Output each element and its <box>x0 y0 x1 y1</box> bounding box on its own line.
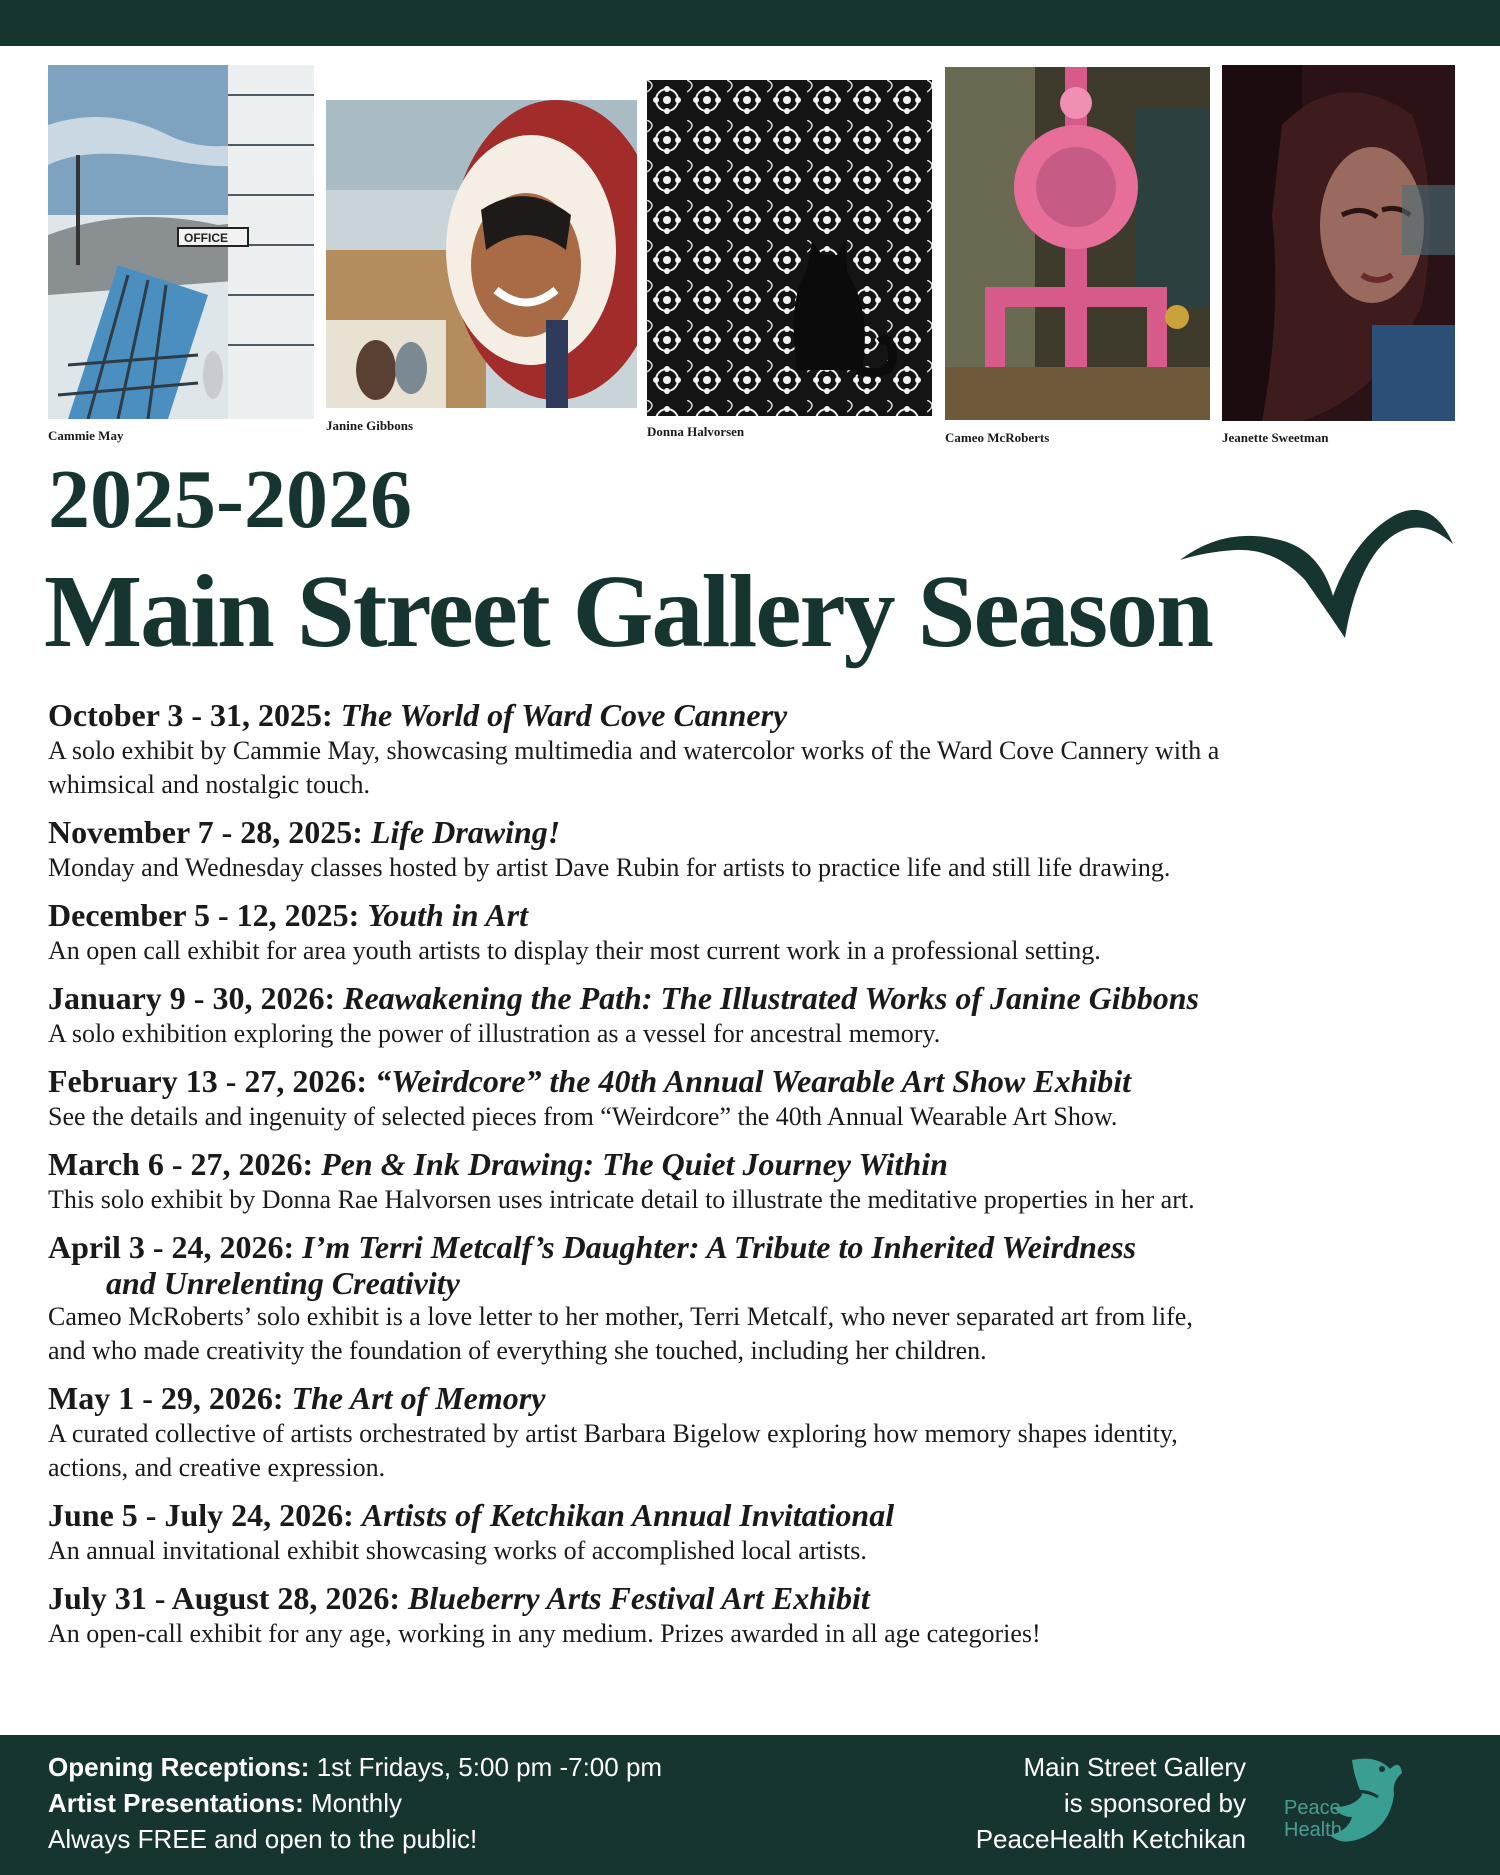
page-title: Main Street Gallery Season <box>44 554 1212 669</box>
artwork-ink-cat <box>647 80 932 416</box>
artwork-dark-portrait <box>1222 65 1455 421</box>
top-band <box>0 0 1500 46</box>
event-description: An annual invitational exhibit showcasing works of accomplished local artists. <box>48 1536 867 1565</box>
event-title: Youth in Art <box>367 897 528 933</box>
footer-band <box>0 1735 1500 1875</box>
logo-text-line: Health <box>1284 1819 1342 1841</box>
sponsor-note <box>976 1749 1246 1857</box>
bird-icon <box>1175 488 1455 638</box>
artwork-pink-symbol <box>945 67 1210 420</box>
event-item <box>48 696 1468 802</box>
logo-text-line: Peace <box>1284 1797 1341 1819</box>
artwork-caption: Donna Halvorsen <box>647 424 745 439</box>
artwork-caption: Cameo McRoberts <box>945 430 1050 445</box>
event-title-continuation: and Unrelenting Creativity <box>106 1265 460 1301</box>
event-item <box>48 1062 1468 1134</box>
event-description: See the details and ingenuity of selected pieces from “Weirdcore” the 40th Annual Wearable Art Show. <box>48 1102 1118 1131</box>
event-date: June 5 - July 24, 2026: <box>48 1497 354 1533</box>
event-title: Blueberry Arts Festival Art Exhibit <box>408 1580 870 1616</box>
event-item <box>48 1228 1468 1368</box>
free-note: Always FREE and open to the public! <box>48 1824 478 1854</box>
event-title: Artists of Ketchikan Annual Invitational <box>361 1497 895 1533</box>
event-description: This solo exhibit by Donna Rae Halvorsen uses intricate detail to illustrate the meditative properties in her art. <box>48 1185 1195 1214</box>
sponsor-line: PeaceHealth Ketchikan <box>975 1824 1246 1854</box>
artwork-cannery <box>48 65 314 419</box>
receptions-value: 1st Fridays, 5:00 pm -7:00 pm <box>316 1752 663 1782</box>
event-description: and who made creativity the foundation of everything she touched, including her children. <box>48 1336 987 1365</box>
event-list <box>48 696 1468 1662</box>
event-description: A solo exhibition exploring the power of illustration as a vessel for ancestral memory. <box>48 1019 941 1048</box>
sponsor-line: Main Street Gallery <box>1023 1752 1246 1782</box>
sponsor-line: is sponsored by <box>1063 1788 1246 1818</box>
event-description: actions, and creative expression. <box>48 1453 386 1482</box>
event-item <box>48 896 1468 968</box>
event-title: I’m Terri Metcalf’s Daughter: A Tribute to Inherited Weirdness <box>302 1229 1137 1265</box>
event-item <box>48 1579 1468 1651</box>
event-date: January 9 - 30, 2026: <box>48 980 336 1016</box>
event-title: The World of Ward Cove Cannery <box>340 697 788 733</box>
event-title: Reawakening the Path: The Illustrated Works of Janine Gibbons <box>343 980 1199 1016</box>
event-date: March 6 - 27, 2026: <box>48 1146 314 1182</box>
footer-info <box>48 1749 662 1857</box>
svg-text:OFFICE: OFFICE <box>184 231 228 245</box>
season-year: 2025-2026 <box>48 453 412 546</box>
event-item <box>48 1496 1468 1568</box>
event-item <box>48 979 1468 1051</box>
event-date: July 31 - August 28, 2026: <box>48 1580 401 1616</box>
artwork-caption: Cammie May <box>48 428 124 443</box>
event-title: The Art of Memory <box>291 1380 546 1416</box>
event-item <box>48 1145 1468 1217</box>
event-description: whimsical and nostalgic touch. <box>48 770 371 799</box>
event-date: April 3 - 24, 2026: <box>48 1229 295 1265</box>
event-title: Pen & Ink Drawing: The Quiet Journey Within <box>321 1146 948 1182</box>
event-date: October 3 - 31, 2025: <box>48 697 333 733</box>
event-description: Monday and Wednesday classes hosted by artist Dave Rubin for artists to practice life and still life drawing. <box>48 853 1171 882</box>
event-description: An open call exhibit for area youth artists to display their most current work in a professional setting. <box>48 936 1101 965</box>
event-date: December 5 - 12, 2025: <box>48 897 360 933</box>
artwork-caption: Janine Gibbons <box>326 418 414 433</box>
event-item <box>48 1379 1468 1485</box>
event-date: November 7 - 28, 2025: <box>48 814 363 850</box>
event-description: A curated collective of artists orchestrated by artist Barbara Bigelow exploring how memory shapes identity, <box>48 1419 1178 1448</box>
presentations-label: Artist Presentations: <box>48 1788 304 1818</box>
receptions-label: Opening Receptions: <box>48 1752 310 1782</box>
event-title: Life Drawing! <box>370 814 561 850</box>
event-title: “Weirdcore” the 40th Annual Wearable Art Show Exhibit <box>375 1063 1132 1099</box>
event-date: May 1 - 29, 2026: <box>48 1380 284 1416</box>
logo-text <box>1284 1797 1342 1841</box>
event-description: An open-call exhibit for any age, working in any medium. Prizes awarded in all age categories! <box>48 1619 1041 1648</box>
event-description: Cameo McRoberts’ solo exhibit is a love letter to her mother, Terri Metcalf, who never separated art from life, <box>48 1302 1193 1331</box>
presentations-value: Monthly <box>310 1788 403 1818</box>
event-item <box>48 813 1468 885</box>
artwork-portrait-fur-hood <box>326 100 637 408</box>
event-date: February 13 - 27, 2026: <box>48 1063 368 1099</box>
event-description: A solo exhibit by Cammie May, showcasing multimedia and watercolor works of the Ward Cove Cannery with a <box>48 736 1220 765</box>
artwork-caption: Jeanette Sweetman <box>1222 430 1329 445</box>
